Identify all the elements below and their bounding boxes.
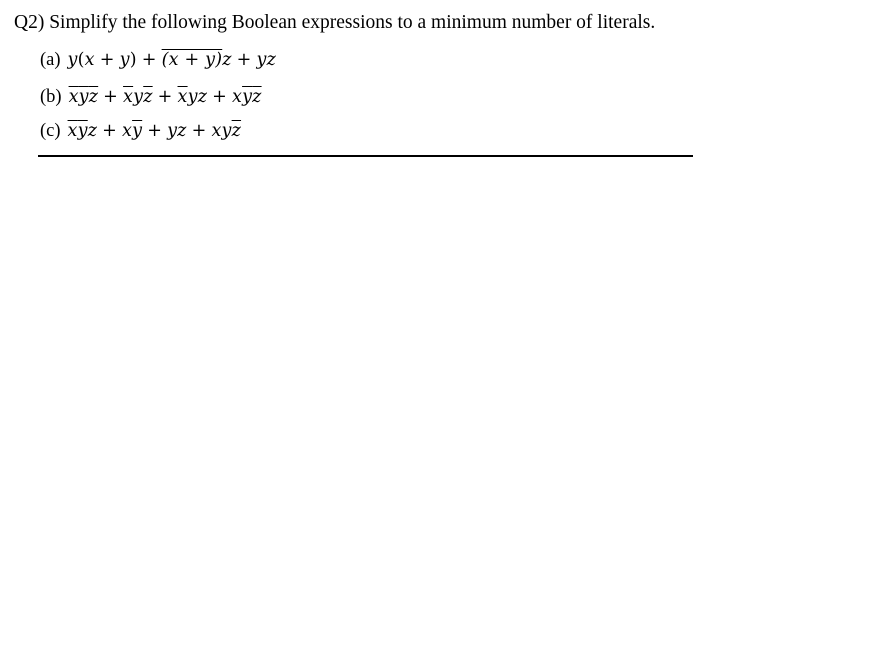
- part-b-term-2-z: $\overline{z}$: [143, 87, 153, 107]
- part-b-term-1-z: $\overline{z}$: [88, 87, 99, 107]
- part-b-label: (b): [40, 87, 62, 107]
- part-a-var-x: x: [84, 50, 95, 70]
- part-b-term-2: [123, 87, 153, 107]
- part-b-term-3-y: y: [187, 87, 198, 107]
- part-b-term-3: [178, 87, 208, 107]
- part-c-term-4: [211, 121, 241, 141]
- part-b-term-2-y: y: [133, 87, 144, 107]
- part-c-plus-3: +: [191, 121, 207, 141]
- part-a-close-paren: ): [129, 50, 137, 70]
- part-c-term-2-x: x: [122, 121, 133, 141]
- part-c-term-4-x: x: [211, 121, 222, 141]
- part-c-term-3: [167, 121, 187, 141]
- part-a-var-y: y: [67, 50, 78, 70]
- part-a-var-y2: y: [119, 50, 130, 70]
- part-b-term-1: [69, 87, 99, 107]
- part-a: [40, 50, 276, 71]
- part-b-term-1-x: $\overline{x}$: [68, 87, 79, 107]
- part-a-open-paren: (: [77, 50, 85, 70]
- part-a-term-yz: yz: [256, 50, 277, 70]
- part-a-plus-inner: +: [99, 50, 115, 70]
- part-c-plus-1: +: [102, 121, 118, 141]
- part-a-plus-1: +: [141, 50, 157, 70]
- part-a-complemented-group: (x + y): [161, 50, 223, 70]
- part-b-term-4-x: x: [231, 87, 243, 107]
- part-c-term-2-y: $\overline{y}$: [132, 121, 143, 141]
- part-c-term-1-z: z: [87, 121, 98, 141]
- part-c-term-1: [68, 121, 98, 141]
- part-b-expression: [69, 87, 262, 107]
- part-a-var-z: z: [222, 50, 232, 70]
- part-c-term-4-y: y: [221, 121, 232, 141]
- part-c: [40, 121, 241, 142]
- part-a-plus-2: +: [236, 50, 252, 70]
- part-b-term-3-x: $\overline{x}$: [177, 87, 188, 107]
- part-b-term-4-y: $\overline{y}$: [242, 87, 253, 107]
- horizontal-rule: [38, 155, 693, 157]
- part-b-term-4: [232, 87, 262, 107]
- part-c-term-2: [122, 121, 142, 141]
- part-c-term-3-z: z: [177, 121, 187, 141]
- part-c-expression: [68, 121, 242, 141]
- part-b-term-1-y: $\overline{y}$: [78, 87, 89, 107]
- part-b-term-4-z: $\overline{z}$: [252, 87, 262, 107]
- part-a-expression: [68, 50, 277, 70]
- part-c-term-1-y: $\overline{y}$: [77, 121, 88, 141]
- part-b-plus-2: +: [157, 87, 173, 107]
- part-b-term-2-x: $\overline{x}$: [123, 87, 134, 107]
- part-b: [40, 87, 262, 108]
- part-b-term-3-z: z: [197, 87, 208, 107]
- question-title: Q2) Simplify the following Boolean expressions to a minimum number of literals.: [14, 12, 656, 33]
- part-b-plus-1: +: [103, 87, 119, 107]
- part-b-plus-3: +: [212, 87, 227, 107]
- part-c-term-3-y: y: [167, 121, 178, 141]
- part-c-term-1-x: $\overline{x}$: [67, 121, 78, 141]
- part-a-label: (a): [40, 50, 61, 70]
- part-c-label: (c): [40, 121, 61, 141]
- part-c-plus-2: +: [147, 121, 163, 141]
- part-c-term-4-z: $\overline{z}$: [231, 121, 242, 141]
